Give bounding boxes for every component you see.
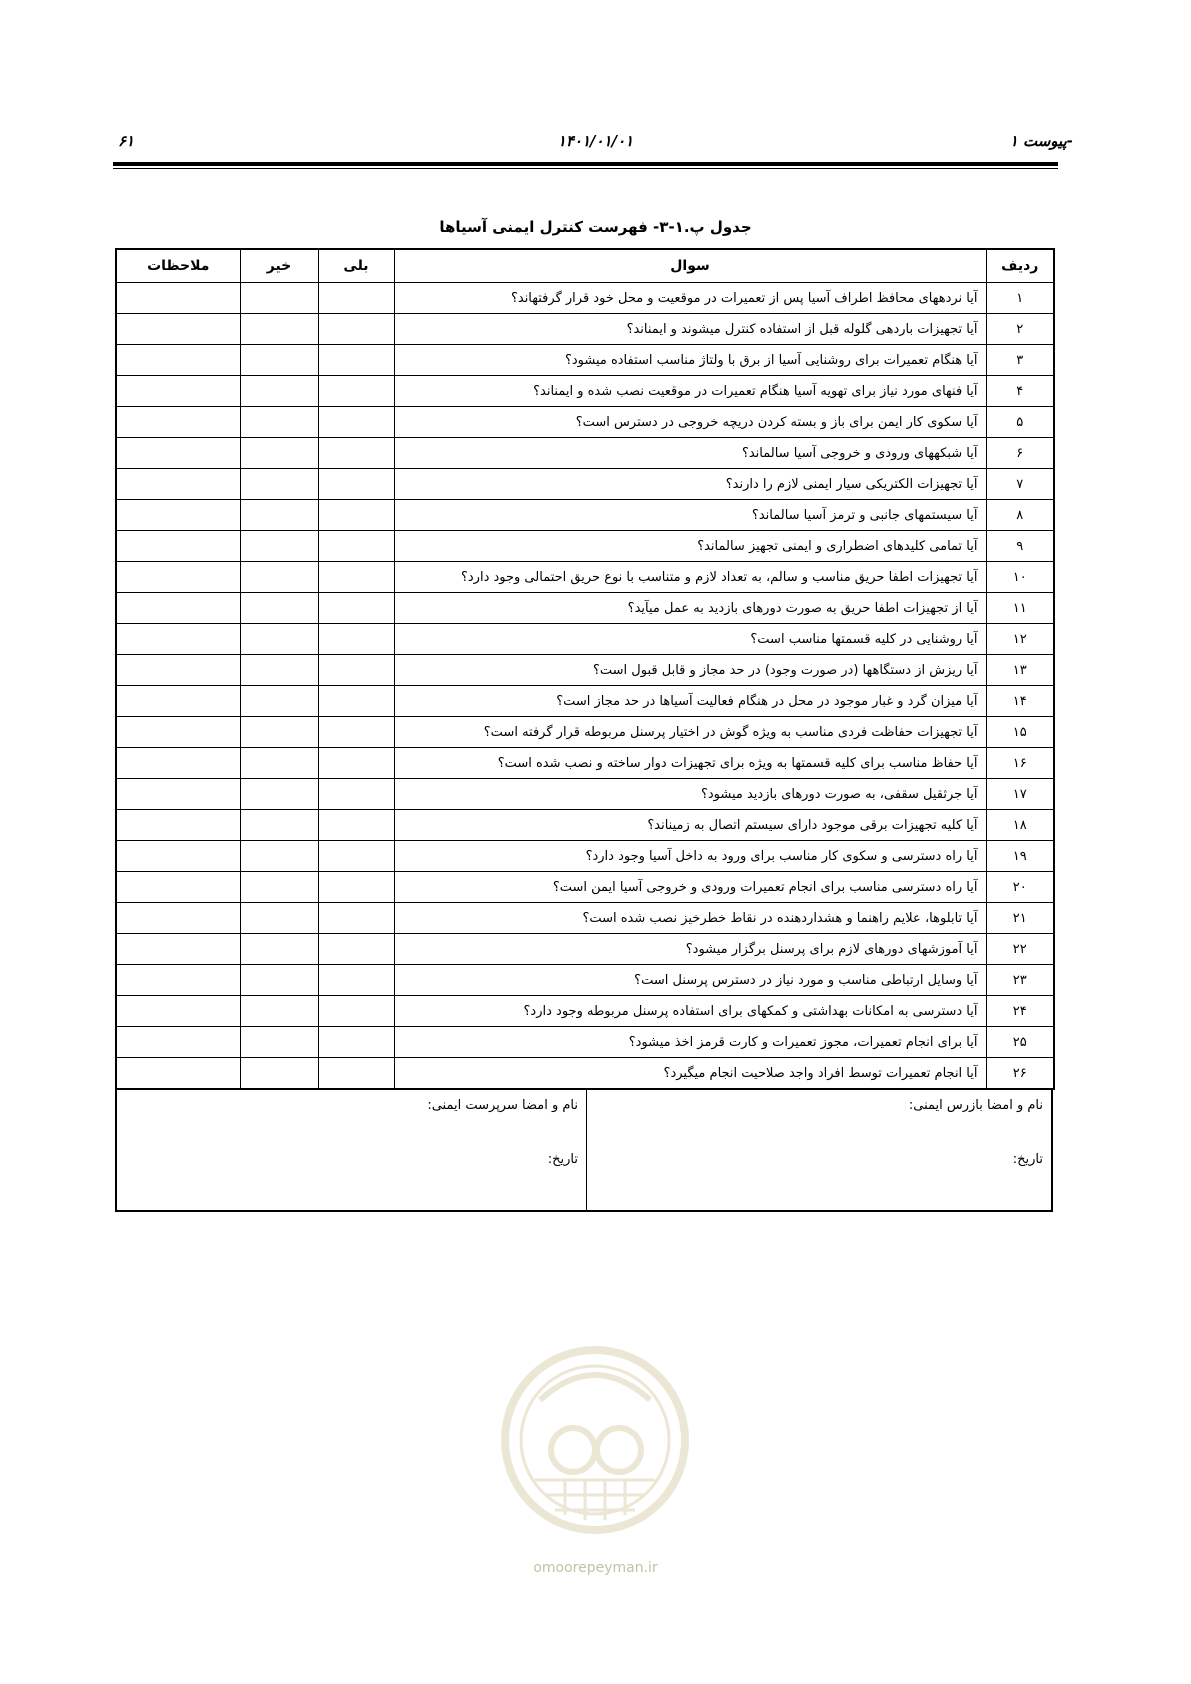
row-number-cell: ۱۴ <box>986 686 1054 717</box>
table-row <box>116 531 1054 562</box>
row-number-cell: ۱۱ <box>986 593 1054 624</box>
notes-cell[interactable] <box>116 903 240 934</box>
table-row <box>116 469 1054 500</box>
question-cell: آیا روشنایی در کلیه قسمتها مناسب است؟ <box>394 624 986 655</box>
table-row <box>116 314 1054 345</box>
question-cell: آیا میزان گرد و غبار موجود در محل در هنگام فعالیت آسیاها در حد مجاز است؟ <box>394 686 986 717</box>
question-cell: آیا کلیه تجهیزات برقی موجود دارای سیستم اتصال به زمیناند؟ <box>394 810 986 841</box>
no-cell[interactable] <box>240 686 318 717</box>
no-cell[interactable] <box>240 934 318 965</box>
notes-cell[interactable] <box>116 965 240 996</box>
yes-cell[interactable] <box>318 562 394 593</box>
question-cell: آیا آموزشهای دورهای لازم برای پرسنل برگزار میشود؟ <box>394 934 986 965</box>
yes-cell[interactable] <box>318 779 394 810</box>
notes-cell[interactable] <box>116 779 240 810</box>
no-cell[interactable] <box>240 438 318 469</box>
notes-cell[interactable] <box>116 314 240 345</box>
row-number-cell: ۲۲ <box>986 934 1054 965</box>
row-number-cell: ۱ <box>986 283 1054 314</box>
question-cell: آیا ریزش از دستگاهها (در صورت وجود) در حد مجاز و قابل قبول است؟ <box>394 655 986 686</box>
page-number: ۶۱ <box>118 132 135 150</box>
table-row <box>116 810 1054 841</box>
row-number-cell: ۲۰ <box>986 872 1054 903</box>
question-cell: آیا برای انجام تعمیرات، مجوز تعمیرات و کارت قرمز اخذ میشود؟ <box>394 1027 986 1058</box>
no-cell[interactable] <box>240 500 318 531</box>
question-cell: آیا تجهیزات حفاظت فردی مناسب به ویژه گوش در اختیار پرسنل مربوطه قرار گرفته است؟ <box>394 717 986 748</box>
yes-cell[interactable] <box>318 283 394 314</box>
yes-cell[interactable] <box>318 407 394 438</box>
table-row <box>116 965 1054 996</box>
no-cell[interactable] <box>240 965 318 996</box>
yes-cell[interactable] <box>318 934 394 965</box>
table-row <box>116 1058 1054 1090</box>
yes-cell[interactable] <box>318 624 394 655</box>
table-row <box>116 283 1054 314</box>
question-cell: آیا فنهای مورد نیاز برای تهویه آسیا هنگام تعمیرات در موقعیت نصب شده و ایمناند؟ <box>394 376 986 407</box>
yes-cell[interactable] <box>318 841 394 872</box>
supervisor-signature-label: نام و امضا سرپرست ایمنی: <box>427 1098 578 1113</box>
notes-cell[interactable] <box>116 841 240 872</box>
row-number-cell: ۱۳ <box>986 655 1054 686</box>
no-cell[interactable] <box>240 593 318 624</box>
row-number-cell: ۱۵ <box>986 717 1054 748</box>
inspector-signature-cell <box>584 1090 1051 1210</box>
no-cell[interactable] <box>240 1058 318 1090</box>
notes-cell[interactable] <box>116 1058 240 1090</box>
table-row <box>116 903 1054 934</box>
notes-cell[interactable] <box>116 376 240 407</box>
notes-cell[interactable] <box>116 655 240 686</box>
watermark-text: omoorepeyman.ir <box>533 1560 658 1576</box>
row-number-cell: ۲۴ <box>986 996 1054 1027</box>
table-body <box>116 283 1054 1090</box>
table-row <box>116 717 1054 748</box>
yes-cell[interactable] <box>318 686 394 717</box>
row-number-cell: ۲۶ <box>986 1058 1054 1090</box>
row-number-cell: ۶ <box>986 438 1054 469</box>
table-row <box>116 376 1054 407</box>
question-cell: آیا راه دسترسی و سکوی کار مناسب برای ورود به داخل آسیا وجود دارد؟ <box>394 841 986 872</box>
notes-cell[interactable] <box>116 748 240 779</box>
row-number-cell: ۲۳ <box>986 965 1054 996</box>
row-number-cell: ۸ <box>986 500 1054 531</box>
inspector-date-label: تاریخ: <box>1012 1152 1043 1167</box>
col-header-question: سوال <box>394 249 986 283</box>
no-cell[interactable] <box>240 717 318 748</box>
row-number-cell: ۱۸ <box>986 810 1054 841</box>
question-cell: آیا هنگام تعمیرات برای روشنایی آسیا از برق با ولتاژ مناسب استفاده میشود؟ <box>394 345 986 376</box>
table-row <box>116 841 1054 872</box>
notes-cell[interactable] <box>116 934 240 965</box>
row-number-cell: ۷ <box>986 469 1054 500</box>
row-number-cell: ۱۶ <box>986 748 1054 779</box>
question-cell: آیا شبکههای ورودی و خروجی آسیا سالماند؟ <box>394 438 986 469</box>
no-cell[interactable] <box>240 562 318 593</box>
yes-cell[interactable] <box>318 593 394 624</box>
yes-cell[interactable] <box>318 314 394 345</box>
table-row <box>116 345 1054 376</box>
yes-cell[interactable] <box>318 1058 394 1090</box>
no-cell[interactable] <box>240 1027 318 1058</box>
row-number-cell: ۳ <box>986 345 1054 376</box>
question-cell: آیا جرثقیل سقفی، به صورت دورهای بازدید میشود؟ <box>394 779 986 810</box>
no-cell[interactable] <box>240 376 318 407</box>
no-cell[interactable] <box>240 748 318 779</box>
row-number-cell: ۵ <box>986 407 1054 438</box>
table-row <box>116 593 1054 624</box>
question-cell: آیا تجهیزات باردهی گلوله قبل از استفاده کنترل میشوند و ایمناند؟ <box>394 314 986 345</box>
table-row <box>116 934 1054 965</box>
question-cell: آیا دسترسی به امکانات بهداشتی و کمکهای برای استفاده پرسنل مربوطه وجود دارد؟ <box>394 996 986 1027</box>
notes-cell[interactable] <box>116 872 240 903</box>
question-cell: آیا تمامی کلیدهای اضطراری و ایمنی تجهیز سالماند؟ <box>394 531 986 562</box>
watermark-logo <box>495 1330 695 1570</box>
yes-cell[interactable] <box>318 438 394 469</box>
notes-cell[interactable] <box>116 469 240 500</box>
table-row <box>116 407 1054 438</box>
notes-cell[interactable] <box>116 562 240 593</box>
question-cell: آیا نردههای محافظ اطراف آسیا پس از تعمیرات در موقعیت و محل خود قرار گرفتهاند؟ <box>394 283 986 314</box>
no-cell[interactable] <box>240 345 318 376</box>
header-date: ۱۴۰۱/۰۱/۰۱ <box>557 132 634 150</box>
notes-cell[interactable] <box>116 345 240 376</box>
table-row <box>116 779 1054 810</box>
yes-cell[interactable] <box>318 500 394 531</box>
inspector-signature-label: نام و امضا بازرس ایمنی: <box>908 1098 1043 1113</box>
col-header-notes: ملاحظات <box>116 249 240 283</box>
question-cell: آیا تابلوها، علایم راهنما و هشداردهنده در نقاط خطرخیز نصب شده است؟ <box>394 903 986 934</box>
no-cell[interactable] <box>240 624 318 655</box>
row-number-cell: ۲ <box>986 314 1054 345</box>
table-row <box>116 996 1054 1027</box>
no-cell[interactable] <box>240 531 318 562</box>
notes-cell[interactable] <box>116 686 240 717</box>
notes-cell[interactable] <box>116 500 240 531</box>
question-cell: آیا راه دسترسی مناسب برای انجام تعمیرات ورودی و خروجی آسیا ایمن است؟ <box>394 872 986 903</box>
question-cell: آیا تجهیزات اطفا حریق مناسب و سالم، به تعداد لازم و متناسب با نوع حریق احتمالی وجود دارد؟ <box>394 562 986 593</box>
table-caption: جدول پ.۱-۳- فهرست کنترل ایمنی آسیاها <box>439 218 752 236</box>
yes-cell[interactable] <box>318 1027 394 1058</box>
header-rule-thin <box>113 168 1058 169</box>
signature-block <box>115 1090 1053 1212</box>
yes-cell[interactable] <box>318 996 394 1027</box>
notes-cell[interactable] <box>116 438 240 469</box>
table-row <box>116 686 1054 717</box>
yes-cell[interactable] <box>318 965 394 996</box>
table-header-row <box>116 249 1054 283</box>
no-cell[interactable] <box>240 283 318 314</box>
row-number-cell: ۲۱ <box>986 903 1054 934</box>
table-row <box>116 1027 1054 1058</box>
header-section: پیوست ۱- <box>1009 132 1073 150</box>
row-number-cell: ۲۵ <box>986 1027 1054 1058</box>
question-cell: آیا از تجهیزات اطفا حریق به صورت دورهای بازدید به عمل میآید؟ <box>394 593 986 624</box>
no-cell[interactable] <box>240 903 318 934</box>
no-cell[interactable] <box>240 841 318 872</box>
table-row <box>116 872 1054 903</box>
no-cell[interactable] <box>240 314 318 345</box>
col-header-no: خیر <box>240 249 318 283</box>
no-cell[interactable] <box>240 810 318 841</box>
table-row <box>116 500 1054 531</box>
question-cell: آیا سکوی کار ایمن برای باز و بسته کردن دریچه خروجی در دسترس است؟ <box>394 407 986 438</box>
yes-cell[interactable] <box>318 717 394 748</box>
yes-cell[interactable] <box>318 810 394 841</box>
question-cell: آیا انجام تعمیرات توسط افراد واجد صلاحیت انجام میگیرد؟ <box>394 1058 986 1090</box>
table-row <box>116 438 1054 469</box>
row-number-cell: ۱۰ <box>986 562 1054 593</box>
no-cell[interactable] <box>240 655 318 686</box>
notes-cell[interactable] <box>116 531 240 562</box>
question-cell: آیا سیستمهای جانبی و ترمز آسیا سالماند؟ <box>394 500 986 531</box>
row-number-cell: ۱۷ <box>986 779 1054 810</box>
no-cell[interactable] <box>240 469 318 500</box>
yes-cell[interactable] <box>318 903 394 934</box>
col-header-row-number: ردیف <box>986 249 1054 283</box>
yes-cell[interactable] <box>318 655 394 686</box>
notes-cell[interactable] <box>116 593 240 624</box>
question-cell: آیا وسایل ارتباطی مناسب و مورد نیاز در دسترس پرسنل است؟ <box>394 965 986 996</box>
no-cell[interactable] <box>240 996 318 1027</box>
header-rule-thick <box>113 162 1058 166</box>
notes-cell[interactable] <box>116 624 240 655</box>
no-cell[interactable] <box>240 872 318 903</box>
yes-cell[interactable] <box>318 748 394 779</box>
row-number-cell: ۴ <box>986 376 1054 407</box>
table-row <box>116 748 1054 779</box>
no-cell[interactable] <box>240 407 318 438</box>
notes-cell[interactable] <box>116 810 240 841</box>
supervisor-signature-cell <box>117 1090 587 1210</box>
notes-cell[interactable] <box>116 283 240 314</box>
yes-cell[interactable] <box>318 872 394 903</box>
question-cell: آیا حفاظ مناسب برای کلیه قسمتها به ویژه برای تجهیزات دوار ساخته و نصب شده است؟ <box>394 748 986 779</box>
yes-cell[interactable] <box>318 376 394 407</box>
yes-cell[interactable] <box>318 469 394 500</box>
yes-cell[interactable] <box>318 345 394 376</box>
notes-cell[interactable] <box>116 1027 240 1058</box>
notes-cell[interactable] <box>116 717 240 748</box>
table-row <box>116 562 1054 593</box>
row-number-cell: ۹ <box>986 531 1054 562</box>
row-number-cell: ۱۲ <box>986 624 1054 655</box>
col-header-yes: بلی <box>318 249 394 283</box>
table-row <box>116 624 1054 655</box>
question-cell: آیا تجهیزات الکتریکی سیار ایمنی لازم را دارند؟ <box>394 469 986 500</box>
notes-cell[interactable] <box>116 407 240 438</box>
yes-cell[interactable] <box>318 531 394 562</box>
table-row <box>116 655 1054 686</box>
supervisor-date-label: تاریخ: <box>547 1152 578 1167</box>
row-number-cell: ۱۹ <box>986 841 1054 872</box>
safety-checklist-table <box>115 248 1055 1090</box>
no-cell[interactable] <box>240 779 318 810</box>
notes-cell[interactable] <box>116 996 240 1027</box>
